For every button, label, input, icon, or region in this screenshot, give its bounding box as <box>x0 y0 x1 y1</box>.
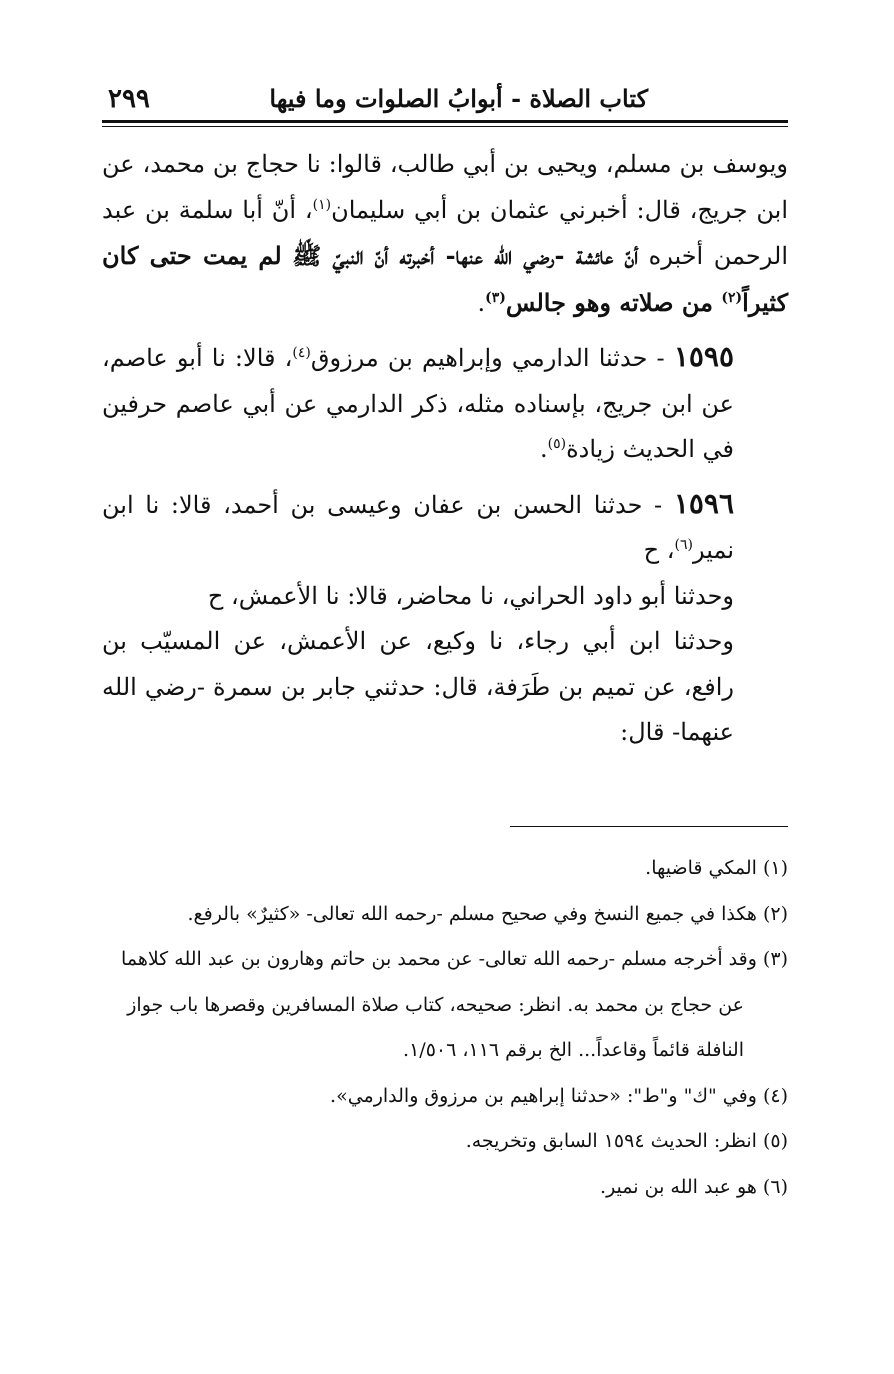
isnad-line-a: وحدثنا أبو داود الحراني، نا محاضر، قالا: نا الأعمش، ح <box>207 581 734 610</box>
hadith-number-1596: ١٥٩٦ <box>673 486 734 520</box>
main-text <box>102 142 788 756</box>
footnote-ref-3[interactable]: (٣) <box>485 289 506 306</box>
footnote-ref-1[interactable]: (١) <box>312 196 332 213</box>
footnote-3-cont2: النافلة قائماً وقاعداً... الخ برقم ١١٦، ١/٥٠٦. <box>403 1039 744 1061</box>
footnote-ref-2[interactable]: (٢) <box>721 289 743 306</box>
footnote-ref-6[interactable]: (٦) <box>674 537 693 553</box>
paragraph-continuation: ويوسف بن مسلم، ويحيى بن أبي طالب، قالوا: نا حجاج بن محمد، عن ابن جريج، قال: أخبرني عثمان بن أبي سليمان$^{(١)}$، أنّ أبا سلمة بن عبد الرحمن أخبره أنّ عائشة -رضي الله عنها- أخبرته أنّ النبيّ ﷺ لم يمت حتى كان كثيراً$^{(٢)}$ من صلاته وهو جالس$^{(٣)}$. <box>102 150 788 317</box>
matn-text: أنّ عائشة -رضي الله عنها- أخبرته أنّ النبيّ ﷺ <box>292 241 639 270</box>
hadith-1595: ١٥٩٥ - حدثنا الدارمي وإبراهيم بن مرزوق$^{(٤)}$، قالا: نا أبو عاصم، عن ابن جريج، بإسناده مثله، ذكر الدارمي عن أبي عاصم حرفين في الحديث زيادة$^{(٥)}$. <box>102 340 734 463</box>
page-number: ٢٩٩ <box>108 84 150 114</box>
footnote-4: (٤) وفي "ك" و"ط": «حدثنا إبراهيم بن مرزوق والدارمي». <box>330 1084 788 1107</box>
matn-text-2: لم يمت حتى كان كثيراً <box>102 241 788 317</box>
header-rule-thick <box>102 120 788 123</box>
hadith-number-1595: ١٥٩٥ <box>673 340 734 373</box>
hadith-1596: ١٥٩٦ - حدثنا الحسن بن عفان وعيسى بن أحمد، قالا: نا ابن نمير$^{(٦)}$، ح <box>102 486 734 564</box>
footnote-separator <box>510 826 788 827</box>
footnote-2: (٢) هكذا في جميع النسخ وفي صحيح مسلم -رحمه الله تعالى- «كثيرٌ» بالرفع. <box>187 902 788 925</box>
footnote-1: (١) المكي قاضيها. <box>645 857 788 879</box>
isnad-line-b: وحدثنا ابن أبي رجاء، نا وكيع، عن الأعمش، عن المسيّب بن رافع، عن تميم بن طَرَفة، قال: حدثني جابر بن سمرة -رضي الله عنهما- قال: <box>102 627 734 746</box>
running-header <box>102 84 788 118</box>
footnote-5: (٥) انظر: الحديث ١٥٩٤ السابق وتخريجه. <box>465 1130 788 1152</box>
footnote-3-cont: عن حجاج بن محمد به. انظر: صحيحه، كتاب صلاة المسافرين وقصرها باب جواز <box>127 993 744 1016</box>
header-rule-thin <box>102 126 788 127</box>
header-title: كتاب الصلاة - أبوابُ الصلوات وما فيها <box>269 84 648 113</box>
footnote-ref-4[interactable]: (٤) <box>292 345 311 361</box>
footnotes <box>102 846 788 1210</box>
footnote-3: (٣) وقد أخرجه مسلم -رحمه الله تعالى- عن محمد بن حاتم وهارون بن عبد الله كلاهما <box>121 948 788 970</box>
footnote-6: (٦) هو عبد الله بن نمير. <box>600 1175 788 1198</box>
footnote-ref-5[interactable]: (٥) <box>547 436 567 452</box>
